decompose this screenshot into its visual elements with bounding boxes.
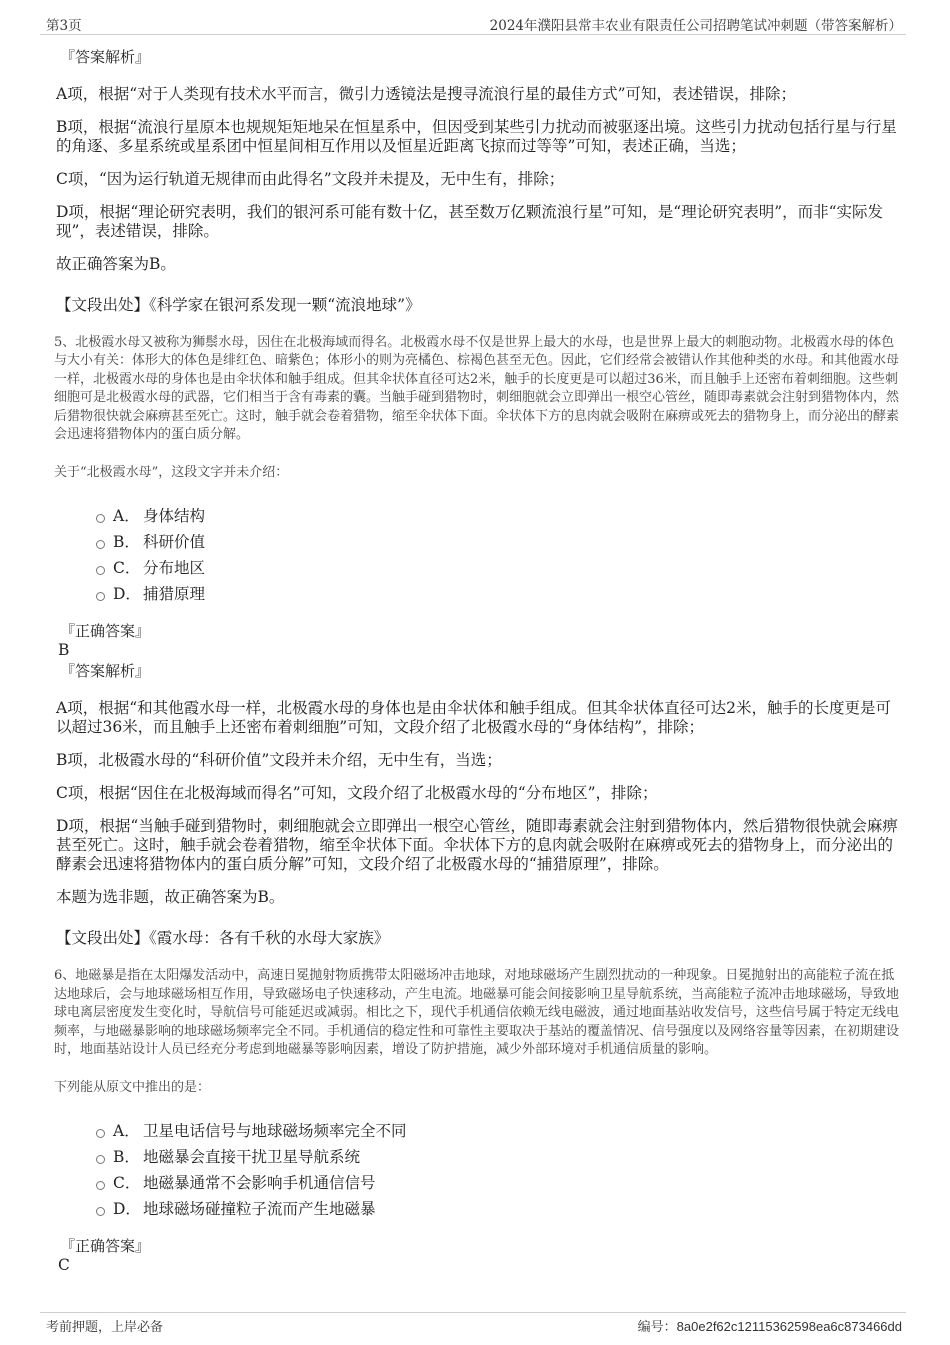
q5-analysis-b: B项，北极霞水母的“科研价值”文段并未介绍，无中生有，当选； [56,751,502,770]
page-header [40,12,906,35]
option-text: 分布地区 [143,558,206,577]
q6-options [96,1118,900,1222]
q4-analysis-d: D项，根据“理论研究表明，我们的银河系可能有数十亿，甚至数万亿颗流浪行星”可知，是“理论研究表明”，而非“实际发现”，表述错误，排除。 [56,203,884,240]
option-letter: D． [113,584,141,603]
option-text: 科研价值 [143,532,206,551]
q6-stem: 6、地磁暴是指在太阳爆发活动中，高速日冕抛射物质携带太阳磁场冲击地球，对地球磁场产生剧烈扰动的一种现象。日冕抛射出的高能粒子流在抵达地球后，会与地球磁场相互作用，导致磁场电子快速移动，产生电流。地磁暴可能会间接影响卫星导航系统，当高能粒子流冲击地球磁场，导致地球电离层密度发生变化时，导航信号可能延迟或减弱。相比之下，现代手机通信依赖无线电磁波，通过地面基站收发信号，这些信号属于特定无线电频率，与地磁暴影响的地球磁场频率完全不同。手机通信的稳定性和可靠性主要取决于基站的覆盖情况、信号强度以及网络容量等因素，在初期建设时，地面基站设计人员已经充分考虑到地磁暴等影响因素，增设了防护措施，减少外部环境对手机通信质量的影响。 [54,968,900,1058]
option-letter: C． [113,558,141,577]
radio-icon[interactable] [96,514,105,523]
q6-answer-label: 『正确答案』 [60,1237,151,1256]
radio-icon[interactable] [96,1181,105,1190]
q5-analysis-a: A项，根据“和其他霞水母一样，北极霞水母的身体也是由伞状体和触手组成。但其伞状体直径可达2米，触手的长度更是可以超过36米，而且触手上还密布着刺细胞”可知，文段介绍了北极霞水母的“身体结构”，排除； [56,699,891,737]
option-letter: B． [113,1147,140,1166]
option-text: 捕猎原理 [143,584,206,603]
q5-answer: B [58,641,70,660]
page-number: 第3页 [46,18,82,34]
option-letter: A． [113,506,140,525]
radio-icon[interactable] [96,540,105,549]
q5-source: 【文段出处】《霞水母：各有千秋的水母大家族》 [56,929,390,948]
q4-analysis-c: C项，“因为运行轨道无规律而由此得名”文段并未提及，无中生有，排除； [56,170,565,188]
document-body [56,47,900,1274]
q5-option-b[interactable] [96,529,900,555]
radio-icon[interactable] [96,1207,105,1216]
q6-option-c[interactable] [96,1170,900,1196]
option-letter: A． [113,1121,140,1140]
footer-slogan: 考前押题，上岸必备 [46,1320,164,1335]
option-letter: C． [113,1173,141,1192]
document-id-value: 8a0e2f62c12115362598ea6c873466dd [676,1319,902,1334]
radio-icon[interactable] [96,592,105,601]
q5-options [96,503,900,607]
document-title: 2024年濮阳县常丰农业有限责任公司招聘笔试冲刺题（带答案解析） [489,18,902,34]
q5-analysis-d: D项，根据“当触手碰到猎物时，刺细胞就会立即弹出一根空心管丝，随即毒素就会注射到猎物体内，然后猎物很快就会麻痹甚至死亡。这时，触手就会卷着猎物，缩至伞状体下面。伞状体下方的息肉就会吸附在麻痹或死去的猎物身上，而分泌出的酵素会迅速将猎物体内的蛋白质分解”可知，文段介绍了北极霞水母的“捕猎原理”，排除。 [56,817,898,874]
q6-option-d[interactable] [96,1196,900,1222]
option-text: 地球磁场碰撞粒子流而产生地磁暴 [143,1199,376,1218]
q6-prompt: 下列能从原文中推出的是： [54,1080,211,1096]
option-text: 卫星电话信号与地球磁场频率完全不同 [143,1121,407,1140]
q5-option-d[interactable] [96,581,900,607]
q5-stem: 5、北极霞水母又被称为狮鬃水母，因住在北极海域而得名。北极霞水母不仅是世界上最大的水母，也是世界上最大的刺胞动物。北极霞水母的体色与大小有关：体形大的体色是绯红色、暗紫色；体形小的则为亮橘色、棕褐色甚至无色。因此，它们经常会被错认作其他种类的水母。和其他霞水母一样，北极霞水母的身体也是由伞状体和触手组成。但其伞状体直径可达2米，触手的长度更是可以超过36米，而且触手上还密布着刺细胞。这些刺细胞可是北极霞水母的武器，它们相当于含有毒素的囊。当触手碰到猎物时，刺细胞就会立即弹出一根空心管丝，随即毒素就会注射到猎物体内，然后猎物很快就会麻痹甚至死亡。这时，触手就会卷着猎物，缩至伞状体下面。伞状体下方的息肉就会吸附在麻痹或死去的猎物身上，而分泌出的酵素会迅速将猎物体内的蛋白质分解。 [54,335,900,443]
radio-icon[interactable] [96,1129,105,1138]
q4-analysis-label: 『答案解析』 [60,48,151,66]
document-id-label: 编号： [637,1320,677,1335]
page-footer [40,1312,906,1335]
q5-prompt: 关于“北极霞水母”，这段文字并未介绍： [54,465,289,481]
q5-conclusion: 本题为选非题，故正确答案为B。 [56,888,285,907]
q6-answer: C [58,1256,70,1275]
option-text: 地磁暴通常不会影响手机通信信号 [143,1173,376,1192]
q5-option-c[interactable] [96,555,900,581]
option-text: 身体结构 [143,506,206,525]
q4-conclusion: 故正确答案为B。 [56,255,176,273]
q4-analysis-a: A项，根据“对于人类现有技术水平而言，微引力透镜法是搜寻流浪行星的最佳方式”可知，表述错误，排除； [56,85,797,103]
document-id [638,1316,902,1335]
option-text: 地磁暴会直接干扰卫星导航系统 [143,1147,361,1166]
q5-analysis-label: 『答案解析』 [60,662,151,681]
q4-source: 【文段出处】《科学家在银河系发现一颗“流浪地球”》 [56,296,421,314]
radio-icon[interactable] [96,1155,105,1164]
q4-analysis-b: B项，根据“流浪行星原本也规规矩矩地呆在恒星系中，但因受到某些引力扰动而被驱逐出境。这些引力扰动包括行星与行星的角逐、多星系统或星系团中恒星间相互作用以及恒星近距离飞掠而过等等”可知，表述正确，当选； [56,118,897,155]
option-letter: B． [113,532,140,551]
q6-option-b[interactable] [96,1144,900,1170]
option-letter: D． [113,1199,141,1218]
q6-option-a[interactable] [96,1118,900,1144]
q5-analysis-c: C项，根据“因住在北极海域而得名”可知，文段介绍了北极霞水母的“分布地区”，排除； [56,784,658,803]
q5-option-a[interactable] [96,503,900,529]
radio-icon[interactable] [96,566,105,575]
q5-answer-label: 『正确答案』 [60,622,151,641]
